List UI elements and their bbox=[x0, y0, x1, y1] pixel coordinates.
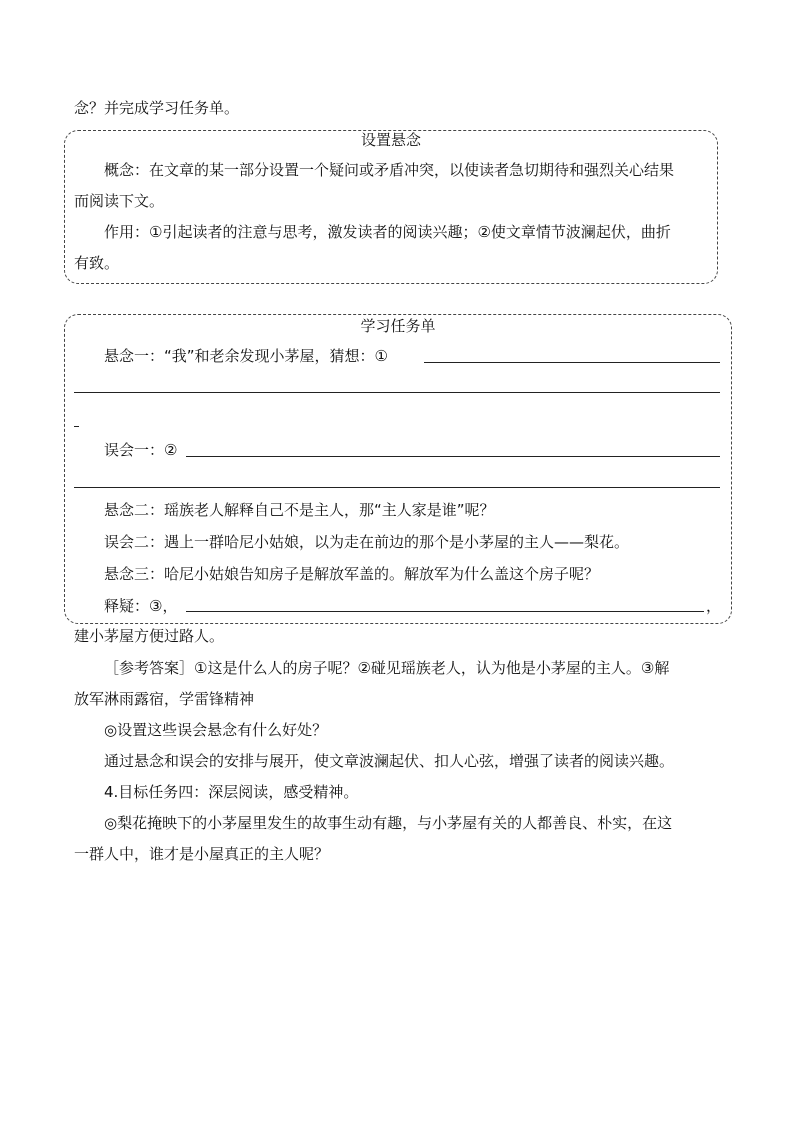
explain-label: 释疑：③， bbox=[104, 597, 178, 615]
task-4-heading: 4.目标任务四：深层阅读，感受精神。 bbox=[104, 783, 359, 801]
misunderstanding-1: 误会一：② bbox=[104, 441, 178, 459]
task-sheet-title: 学习任务单 bbox=[360, 317, 436, 335]
answer-benefit: 通过悬念和误会的安排与展开，使文章波澜起伏、扣人心弦，增强了读者的阅读兴趣。 bbox=[104, 752, 675, 770]
answer-blank-3[interactable] bbox=[186, 611, 704, 612]
question-benefit: ◎设置这些误会悬念有什么好处？ bbox=[104, 721, 328, 739]
concept-line-1: 概念：在文章的某一部分设置一个疑问或矛盾冲突，以使读者急切期待和强烈关心结果 bbox=[104, 161, 675, 179]
answer-blank-2-continued[interactable] bbox=[74, 487, 720, 488]
suspense-3: 悬念三：哈尼小姑娘告知房子是解放军盖的。解放军为什么盖这个房子呢？ bbox=[104, 565, 600, 583]
answer-blank-1[interactable] bbox=[424, 362, 720, 363]
answer-blank-1-continued[interactable] bbox=[74, 392, 720, 393]
answer-blank-2[interactable] bbox=[186, 456, 720, 457]
explain-end-comma: ， bbox=[706, 597, 722, 615]
box-title: 设置悬念 bbox=[360, 131, 421, 149]
question-2-line-2: 一群人中，谁才是小屋真正的主人呢？ bbox=[74, 845, 330, 863]
task-continuation: 建小茅屋方便过路人。 bbox=[74, 627, 225, 645]
question-2-line-1: ◎梨花掩映下的小茅屋里发生的故事生动有趣，与小茅屋有关的人都善良、朴实，在这 bbox=[104, 814, 673, 832]
suspense-2: 悬念二：瑶族老人解释自己不是主人，那“主人家是谁”呢？ bbox=[104, 501, 495, 519]
function-line-1: 作用：①引起读者的注意与思考，激发读者的阅读兴趣；②使文章情节波澜起伏，曲折 bbox=[104, 223, 671, 241]
concept-line-2: 而阅读下文。 bbox=[74, 192, 165, 210]
suspense-1: 悬念一：“我”和老余发现小茅屋，猜想：① bbox=[104, 347, 388, 365]
reference-answer-line-1: ［参考答案］①这是什么人的房子呢？②碰见瑶族老人，认为他是小茅屋的主人。③解 bbox=[104, 659, 670, 677]
misunderstanding-2: 误会二：遇上一群哈尼小姑娘，以为走在前边的那个是小茅屋的主人——梨花。 bbox=[104, 533, 630, 551]
reference-answer-line-2: 放军淋雨露宿，学雷锋精神 bbox=[74, 690, 255, 708]
intro-line: 念？并完成学习任务单。 bbox=[74, 99, 240, 117]
blank-end-mark bbox=[74, 426, 79, 427]
function-line-2: 有致。 bbox=[74, 254, 120, 272]
